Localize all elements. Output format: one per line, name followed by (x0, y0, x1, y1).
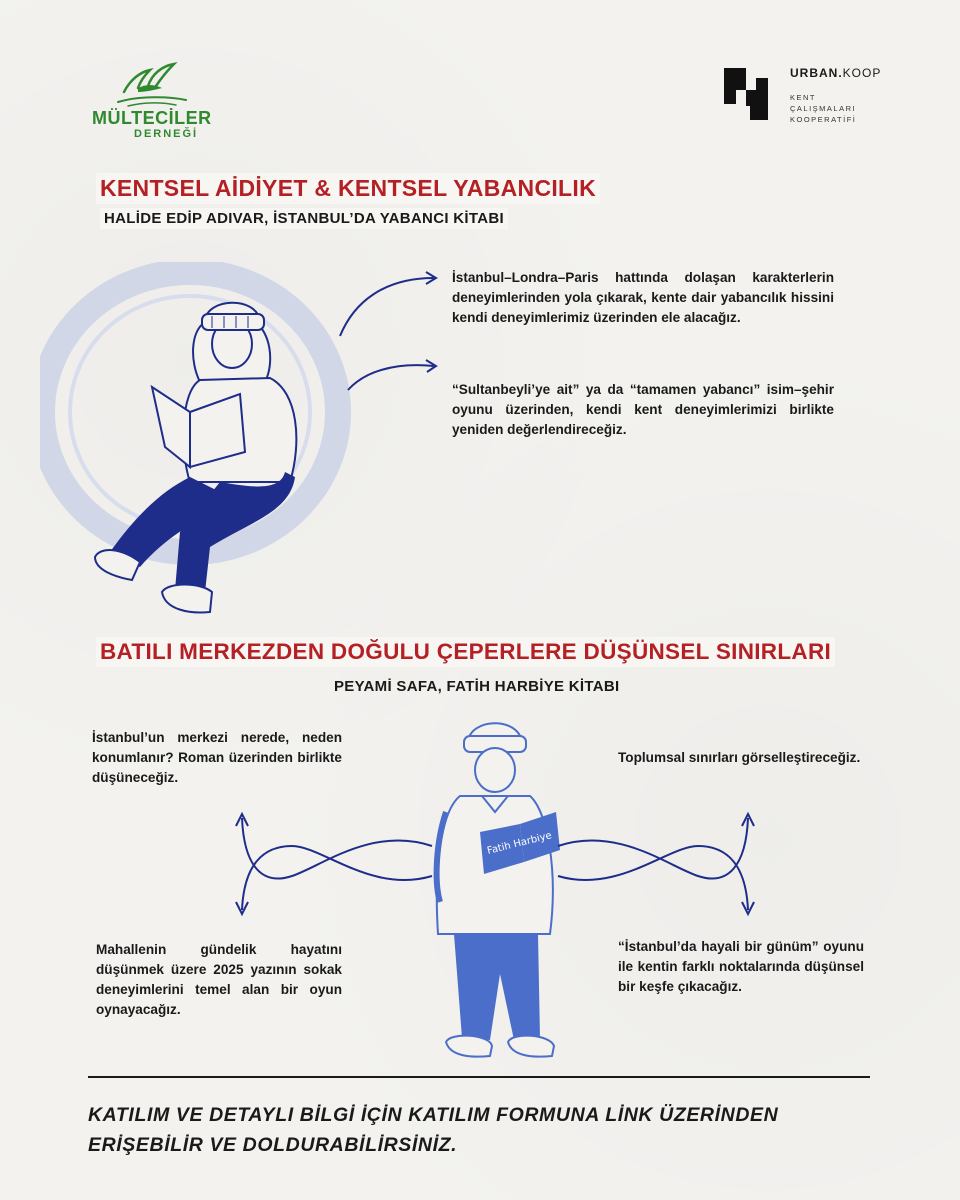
section2-right-arrows (552, 806, 758, 918)
logo-left-name: MÜLTECİLER (92, 108, 212, 128)
section2-bottom-left-text: Mahallenin gündelik hayatını düşünmek üzere 2025 yazının sokak deneyimlerini temel alan bir oyun oynayacağız. (96, 942, 342, 1017)
logo-right-name: URBAN.KOOP (790, 66, 882, 80)
section2-bottom-right-text: “İstanbul’da hayali bir günüm” oyunu ile kentin farklı noktalarında düşünsel bir keşfe çıkacağız. (618, 939, 864, 994)
logo-left-sub: DERNEĞİ (134, 128, 199, 140)
logo-right-sub: KENT ÇALIŞMALARI KOOPERATİFİ (790, 93, 857, 124)
multeciler-dernegi-logo (88, 62, 218, 142)
section2-top-right-text: Toplumsal sınırları görselleştireceğiz. (618, 750, 861, 765)
book-label: Fatih Harbiye (486, 830, 553, 857)
footer-divider (88, 1076, 870, 1078)
bird-icon (88, 62, 218, 112)
section1-subtitle: HALİDE EDİP ADIVAR, İSTANBUL’DA YABANCI KİTABI (100, 208, 508, 229)
urban-koop-mark-icon (722, 66, 770, 122)
section1-title: KENTSEL AİDİYET & KENTSEL YABANCILIK (96, 173, 600, 204)
section1-paragraph-2: “Sultanbeyli’ye ait” ya da “tamamen yabancı” isim–şehir oyunu üzerinden, kendi kent deneyimlerimizi birlikte yeniden değerlendireceğiz. (452, 382, 834, 437)
section2-top-left-text: İstanbul’un merkezi nerede, neden konumlanır? Roman üzerinden birlikte düşüneceğiz. (92, 730, 342, 785)
section2-left-arrows (232, 806, 438, 918)
urban-koop-logo (722, 66, 882, 126)
section2-subtitle: PEYAMİ SAFA, FATİH HARBİYE KİTABI (334, 678, 620, 695)
section1-arrows (334, 262, 444, 402)
section2-title: BATILI MERKEZDEN DOĞULU ÇEPERLERE DÜŞÜNSEL SINIRLARI (96, 637, 835, 667)
reading-person-illustration (40, 262, 360, 632)
section1-paragraph-1: İstanbul–Londra–Paris hattında dolaşan karakterlerin deneyimlerinden yola çıkarak, kente dair yabancılık hissini kendi deneyimlerimiz üzerinden ele alacağız. (452, 270, 834, 325)
footer-call-to-action: KATILIM VE DETAYLI BİLGİ İÇİN KATILIM FORMUNA LİNK ÜZERİNDEN ERİŞEBİLİR VE DOLDURABİLİRSİNİZ. (88, 1104, 779, 1156)
